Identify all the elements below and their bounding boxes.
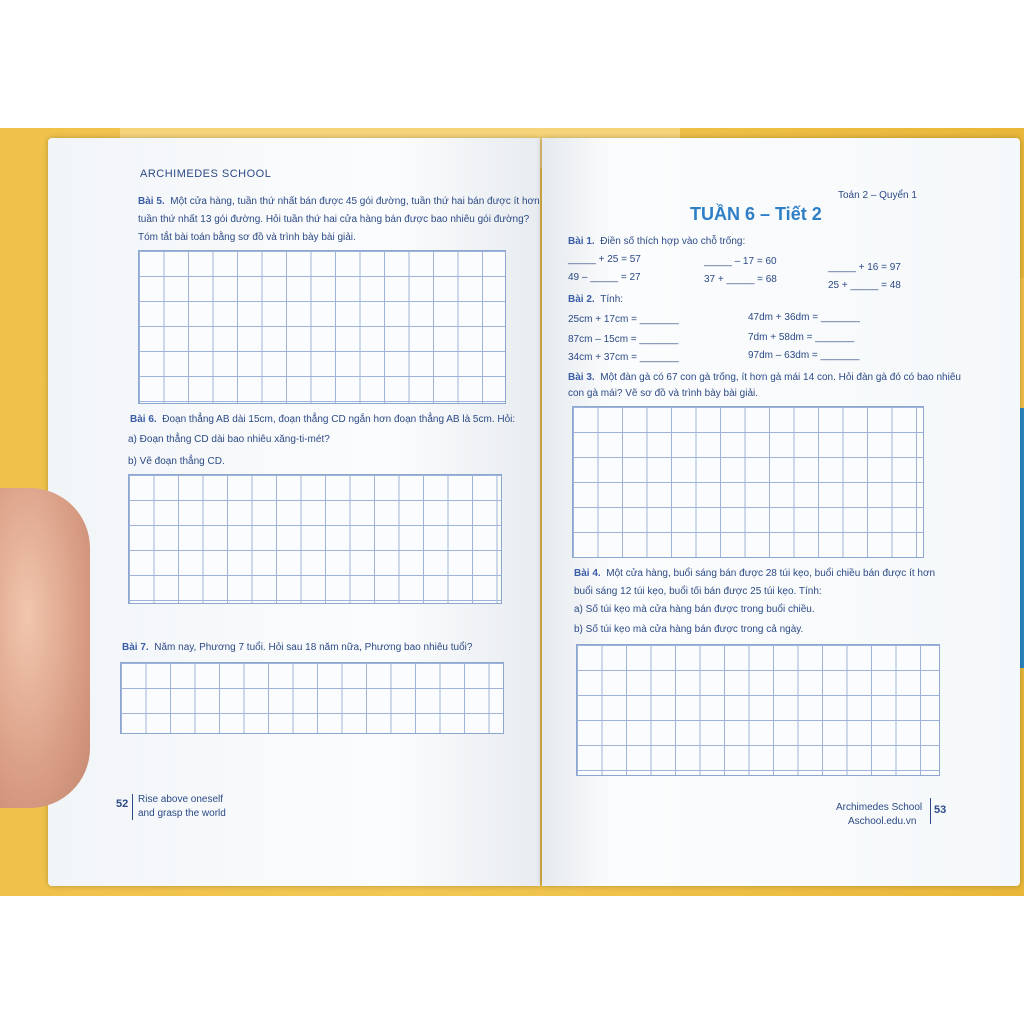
school-header: ARCHIMEDES SCHOOL — [140, 168, 272, 180]
book-header: Toán 2 – Quyển 1 — [838, 190, 917, 201]
bai7-label: Bài 7. — [122, 642, 149, 653]
bai6-b: b) Vẽ đoạn thẳng CD. — [128, 456, 225, 467]
bai7-answer-grid[interactable] — [120, 662, 504, 734]
bai2-item: 7dm + 58dm = _______ — [748, 332, 855, 343]
bai1-instruction: Điền số thích hợp vào chỗ trống: — [600, 236, 746, 247]
bai6-line1 — [130, 414, 515, 425]
bai2-item: 34cm + 37cm = _______ — [568, 352, 679, 363]
bai4-line1 — [574, 568, 935, 579]
bai7-line1 — [122, 642, 472, 653]
bai6-answer-grid[interactable] — [128, 474, 502, 604]
bai3-line1 — [568, 372, 961, 383]
left-footer-divider — [132, 794, 133, 820]
bai3-label: Bài 3. — [568, 372, 595, 383]
right-page — [542, 138, 1020, 886]
footer-slogan-line2: and grasp the world — [138, 808, 226, 819]
left-page — [48, 138, 540, 886]
left-page-number: 52 — [116, 798, 129, 810]
bai7-text1: Năm nay, Phương 7 tuổi. Hỏi sau 18 năm nữa, Phương bao nhiêu tuổi? — [154, 642, 473, 653]
bai1-item: 25 + _____ = 48 — [828, 280, 901, 291]
footer-school-name: Archimedes School — [836, 802, 923, 813]
bai4-label: Bài 4. — [574, 568, 601, 579]
bai3-line2: con gà mái? Vẽ sơ đồ và trình bày bài giải. — [568, 388, 758, 399]
bai1-label: Bài 1. — [568, 236, 595, 247]
bai4-a: a) Số túi kẹo mà cửa hàng bán được trong buổi chiều. — [574, 604, 815, 615]
bai3-answer-grid[interactable] — [572, 406, 924, 558]
bai4-line2: buổi sáng 12 túi kẹo, buổi tối bán được 25 túi kẹo. Tính: — [574, 586, 822, 597]
bai2-item: 47dm + 36dm = _______ — [748, 312, 860, 323]
bai5-line1 — [138, 196, 540, 207]
bai5-answer-grid[interactable] — [138, 250, 506, 404]
bai1-line — [568, 236, 745, 247]
bai2-instruction: Tính: — [600, 294, 624, 305]
footer-slogan-line1: Rise above oneself — [138, 794, 224, 805]
footer-website: Aschool.edu.vn — [848, 816, 917, 827]
hand — [0, 488, 90, 808]
bai1-item: _____ – 17 = 60 — [704, 256, 777, 267]
bai4-text1: Một cửa hàng, buổi sáng bán được 28 túi kẹo, buổi chiều bán được ít hơn — [606, 568, 936, 579]
bai2-item: 87cm – 15cm = _______ — [568, 334, 679, 345]
bai1-item: 49 – _____ = 27 — [568, 272, 641, 283]
right-footer-divider — [930, 798, 931, 824]
photo-background — [0, 128, 1024, 896]
bai6-a: a) Đoạn thẳng CD dài bao nhiêu xăng-ti-mét? — [128, 434, 330, 445]
bai5-line3: Tóm tắt bài toán bằng sơ đồ và trình bày bài giải. — [138, 232, 356, 243]
bai5-text1: Một cửa hàng, tuần thứ nhất bán được 45 gói đường, tuần thứ hai bán được ít hơn — [170, 196, 540, 207]
bai5-line2: tuần thứ nhất 13 gói đường. Hỏi tuần thứ hai cửa hàng bán được bao nhiêu gói đường? — [138, 214, 530, 225]
bai2-label: Bài 2. — [568, 294, 595, 305]
bai2-item: 97dm – 63dm = _______ — [748, 350, 860, 361]
bai1-item: _____ + 16 = 97 — [828, 262, 901, 273]
bai4-answer-grid[interactable] — [576, 644, 940, 776]
bai5-label: Bài 5. — [138, 196, 165, 207]
bai2-item: 25cm + 17cm = _______ — [568, 314, 679, 325]
bai3-text1: Một đàn gà có 67 con gà trống, ít hơn gà mái 14 con. Hỏi đàn gà đó có bao nhiêu — [600, 372, 961, 383]
bai1-item: 37 + _____ = 68 — [704, 274, 777, 285]
bai6-text1: Đoạn thẳng AB dài 15cm, đoạn thẳng CD ngắn hơn đoạn thẳng AB là 5cm. Hỏi: — [162, 414, 516, 425]
open-workbook — [48, 138, 1020, 886]
bai2-line — [568, 294, 623, 305]
bai6-label: Bài 6. — [130, 414, 157, 425]
right-page-number: 53 — [934, 804, 947, 816]
week-title: TUẦN 6 – Tiết 2 — [690, 204, 822, 224]
bai1-item: _____ + 25 = 57 — [568, 254, 641, 265]
bai4-b: b) Số túi kẹo mà cửa hàng bán được trong cả ngày. — [574, 624, 804, 635]
